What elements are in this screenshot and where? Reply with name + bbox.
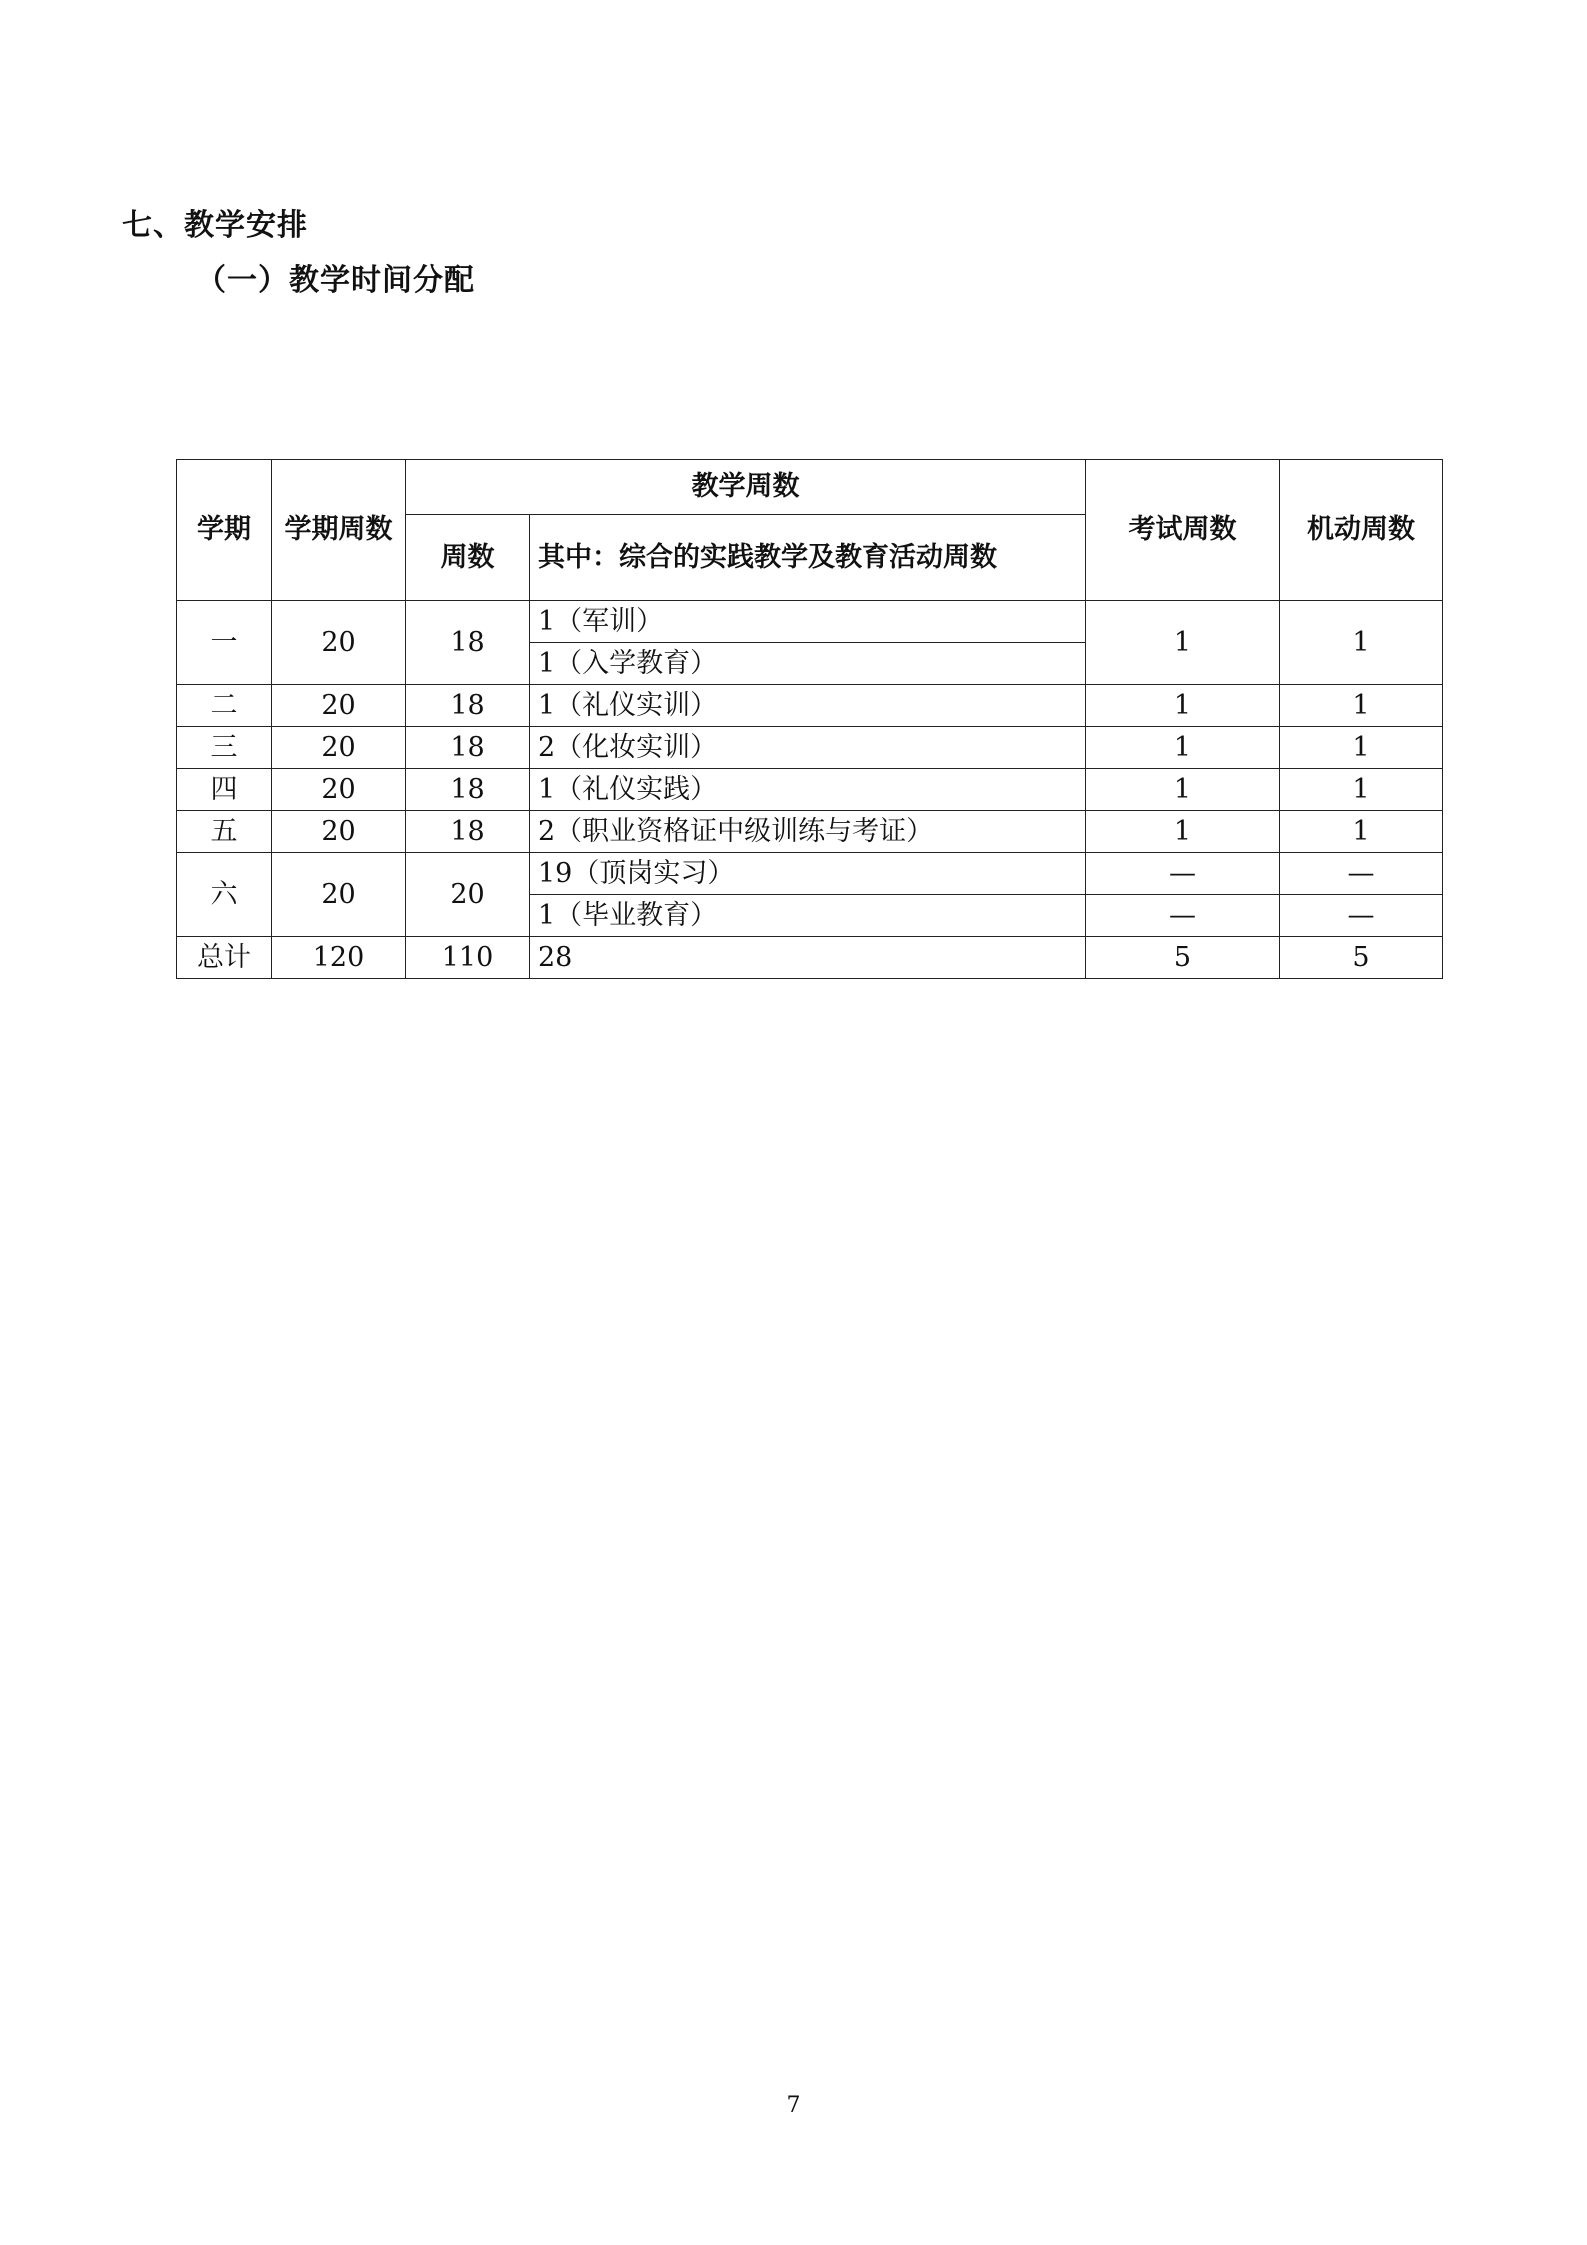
cell-total-label: 总计 (177, 937, 272, 979)
cell-term-weeks: 20 (272, 727, 406, 769)
cell-exam: — (1086, 895, 1280, 937)
header-practice-weeks: 其中：综合的实践教学及教育活动周数 (530, 515, 1086, 601)
cell-practice: 2（化妆实训） (530, 727, 1086, 769)
cell-practice: 1（礼仪实践） (530, 769, 1086, 811)
cell-flex: 1 (1280, 601, 1443, 685)
cell-total-practice: 28 (530, 937, 1086, 979)
cell-practice: 1（入学教育） (530, 643, 1086, 685)
table-row (177, 811, 1443, 853)
cell-weeks: 18 (406, 601, 530, 685)
cell-total-exam: 5 (1086, 937, 1280, 979)
table-row (177, 853, 1443, 895)
table-row (177, 727, 1443, 769)
header-flexible-weeks: 机动周数 (1280, 460, 1443, 601)
header-weeks: 周数 (406, 515, 530, 601)
header-exam-weeks: 考试周数 (1086, 460, 1280, 601)
teaching-time-table (176, 459, 1443, 979)
cell-practice: 2（职业资格证中级训练与考证） (530, 811, 1086, 853)
cell-weeks: 18 (406, 685, 530, 727)
cell-weeks: 20 (406, 853, 530, 937)
cell-term-weeks: 20 (272, 811, 406, 853)
subsection-heading: （一）教学时间分配 (196, 263, 475, 298)
header-term-weeks: 学期周数 (272, 460, 406, 601)
cell-term: 六 (177, 853, 272, 937)
cell-flex: 1 (1280, 811, 1443, 853)
cell-term: 三 (177, 727, 272, 769)
cell-term: 二 (177, 685, 272, 727)
cell-total-flex: 5 (1280, 937, 1443, 979)
cell-exam: 1 (1086, 601, 1280, 685)
cell-flex: 1 (1280, 769, 1443, 811)
cell-practice: 1（礼仪实训） (530, 685, 1086, 727)
cell-term-weeks: 20 (272, 601, 406, 685)
cell-practice: 19（顶岗实习） (530, 853, 1086, 895)
cell-weeks: 18 (406, 811, 530, 853)
cell-exam: — (1086, 853, 1280, 895)
cell-term-weeks: 20 (272, 853, 406, 937)
cell-exam: 1 (1086, 769, 1280, 811)
table-row (177, 769, 1443, 811)
table-header-row (177, 460, 1443, 515)
cell-term-weeks: 20 (272, 685, 406, 727)
cell-term: 一 (177, 601, 272, 685)
header-teaching-weeks: 教学周数 (406, 460, 1086, 515)
cell-term: 四 (177, 769, 272, 811)
cell-exam: 1 (1086, 685, 1280, 727)
table-row (177, 685, 1443, 727)
section-heading: 七、教学安排 (122, 208, 308, 243)
header-term: 学期 (177, 460, 272, 601)
table-row (177, 601, 1443, 643)
cell-weeks: 18 (406, 727, 530, 769)
cell-practice: 1（毕业教育） (530, 895, 1086, 937)
cell-practice: 1（军训） (530, 601, 1086, 643)
cell-exam: 1 (1086, 811, 1280, 853)
cell-total-term-weeks: 120 (272, 937, 406, 979)
page-number: 7 (786, 2093, 801, 2118)
cell-total-weeks: 110 (406, 937, 530, 979)
cell-term: 五 (177, 811, 272, 853)
cell-flex: — (1280, 853, 1443, 895)
cell-exam: 1 (1086, 727, 1280, 769)
table-total-row (177, 937, 1443, 979)
cell-term-weeks: 20 (272, 769, 406, 811)
cell-flex: — (1280, 895, 1443, 937)
cell-flex: 1 (1280, 727, 1443, 769)
cell-weeks: 18 (406, 769, 530, 811)
cell-flex: 1 (1280, 685, 1443, 727)
